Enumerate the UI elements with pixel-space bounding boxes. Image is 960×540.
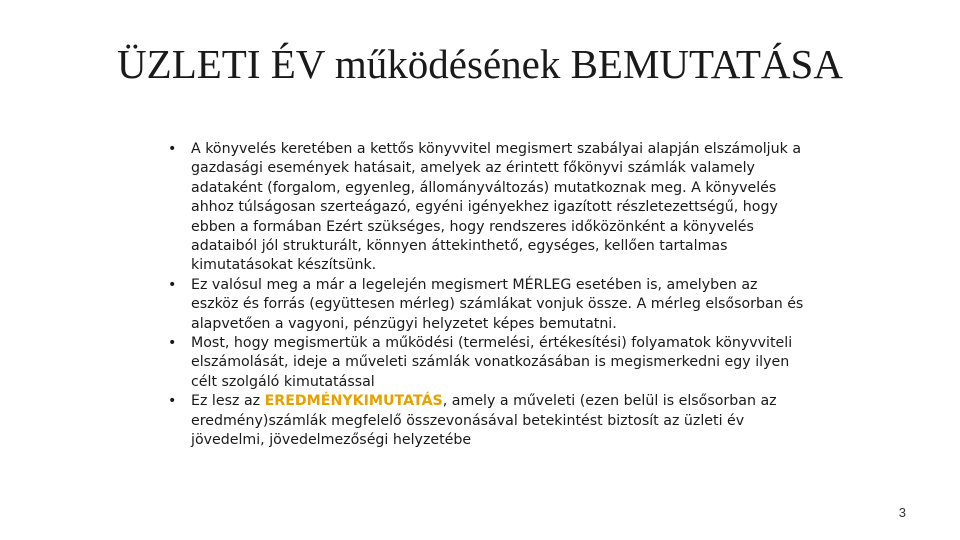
bullet-text: Ez valósul meg a már a legelején megismert MÉRLEG esetében is, amelyben az eszköz és forrás (együttesen mérleg) számlákat vonjuk össze. A mérleg elsősorban és alapvetően a vagyoni, pénzügyi helyzetet képes bemutatni. xyxy=(191,276,804,332)
slide-title: ÜZLETI ÉV működésének BEMUTATÁSA xyxy=(117,41,843,87)
bullet-text: A könyvelés keretében a kettős könyvvitel megismert szabályai alapján elszámoljuk a gazdasági események hatásait, amelyek az érintett főkönyvi számlák valamely adataként (forgalom, egyenleg, állományváltozás) mutatkoznak meg. A könyvelés ahhoz túlságosan szerteágazó, egyéni igényekhez igazított részletezettségű, hogy ebben a formában Ezért szükséges, hogy rendszeres időközönként a könyvelés adataiból jól strukturált, könnyen áttekinthető, egységes, kellően tartalmas kimutatásokat készítsünk. xyxy=(191,141,802,274)
bullet-icon: • xyxy=(168,335,177,352)
bullet-icon: • xyxy=(168,393,177,410)
bullet-text: Most, hogy megismertük a működési (termelési, értékesítési) folyamatok könyvviteli elszámolását, ideje a műveleti számlák vonatkozásában is megismerkedni egy ilyen célt szolgáló kimutatással xyxy=(191,335,793,390)
bullet-icon: • xyxy=(168,141,177,157)
bullet-icon: • xyxy=(168,276,177,293)
slide-content xyxy=(166,140,806,451)
bullet-item xyxy=(166,392,806,450)
highlighted-term: EREDMÉNYKIMUTATÁS xyxy=(264,393,443,410)
bullet-text-prefix: Ez lesz az xyxy=(191,393,265,410)
bullet-item xyxy=(166,276,806,334)
bullet-list xyxy=(166,140,806,451)
bullet-text-suffix: , amely a műveleti (ezen belül is elsősorban az eredmény)számlák megfelelő összevonásával betekintést biztosít az üzleti év jövedelmi, jövedelmezőségi helyzetébe xyxy=(191,393,777,449)
bullet-item xyxy=(166,334,806,392)
bullet-item xyxy=(166,140,806,276)
page-number: 3 xyxy=(898,505,906,520)
